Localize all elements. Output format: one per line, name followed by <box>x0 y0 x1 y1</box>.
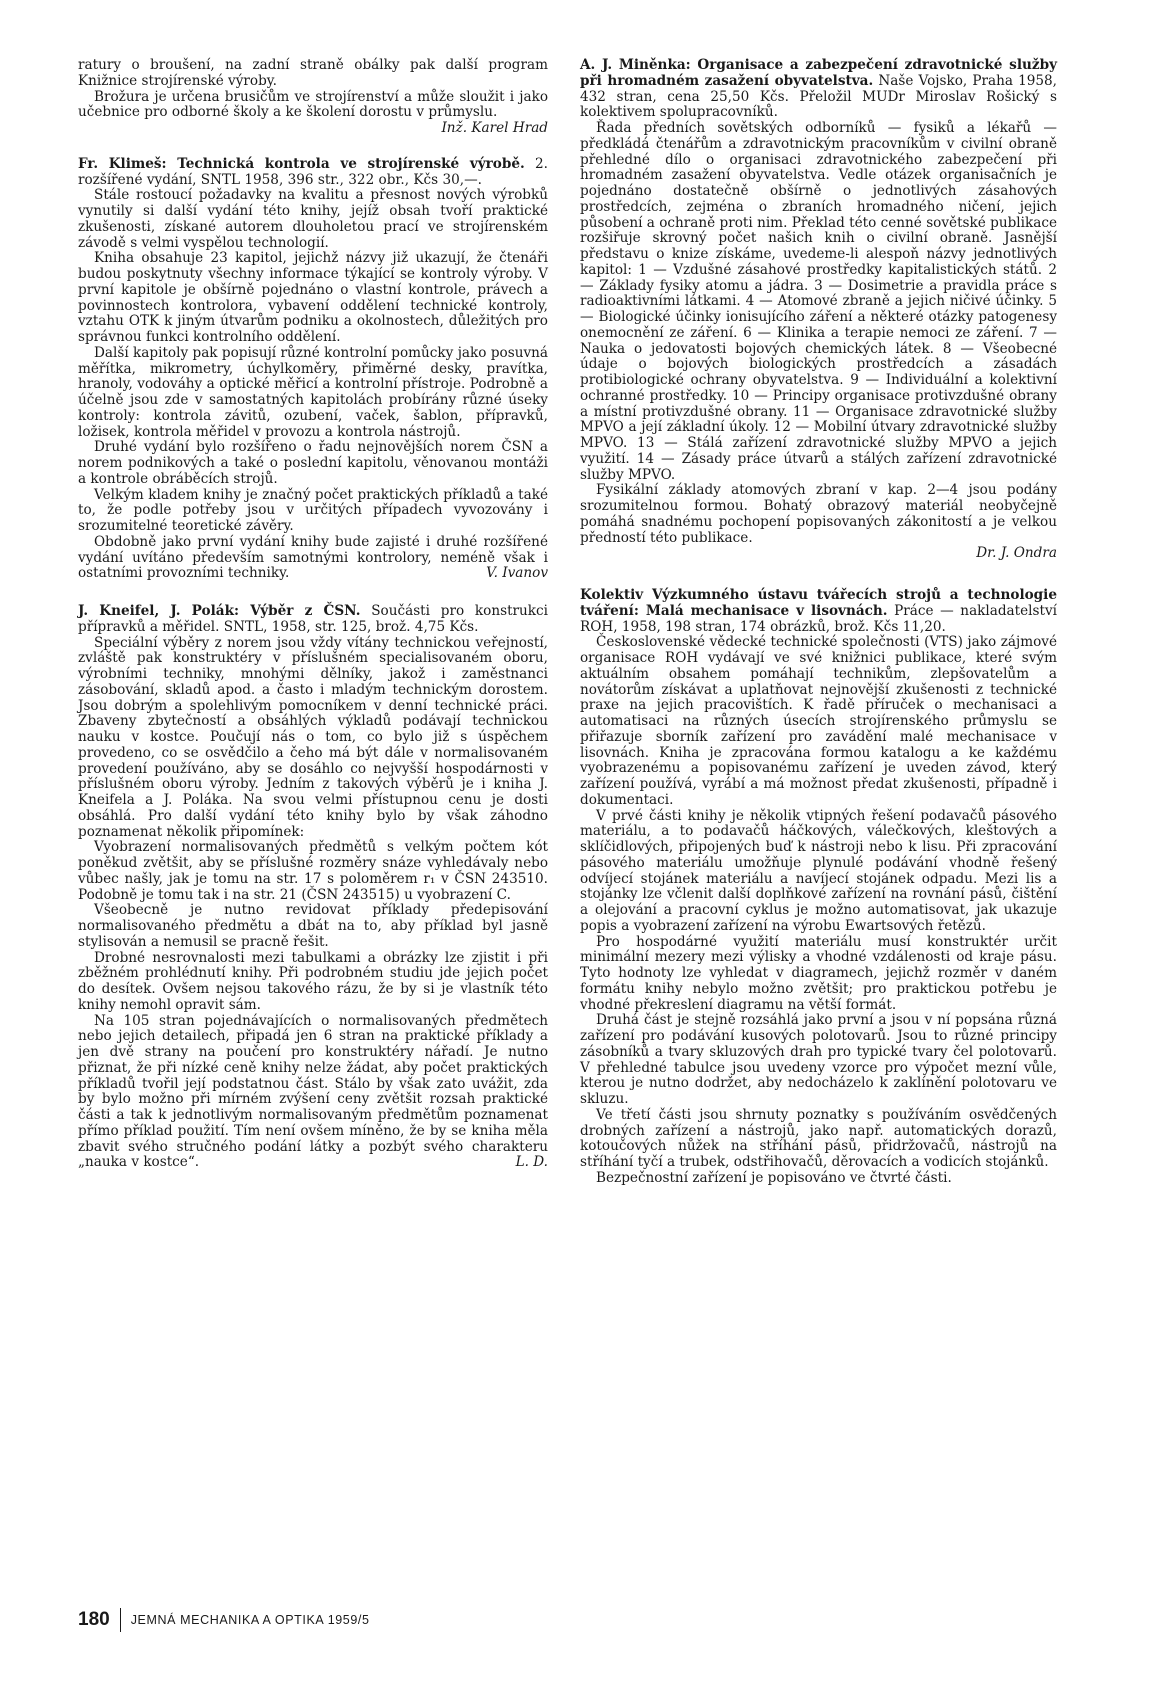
paragraph: Bezpečnostní zařízení je popisováno ve čtvrté části. <box>596 1169 952 1186</box>
paragraph: Všeobecně je nutno revidovat příklady předepisování normalisovaného předmětu a dbát na to, aby příklad byl jasně stylisován a nemusil se pracně řešit. <box>78 902 548 950</box>
paragraph-with-signature <box>78 1014 548 1172</box>
paragraph-text: Na 105 stran pojednávajících o normalisovaných předmětech nebo jejich detailech, připadá jen 6 stran na praktické příklady a jen dvě strany na poučení pro konstruktéry nářadí. Je nutno přiznat, že při nízké ceně knihy nelze žádat, aby počet praktických příkladů tvořil její podstatnou část. Stálo by však zato uvážit, zda by bylo možno při mírném zvýšení ceny zvětšit rozsah praktické části a tak k jednotlivým normalisovaným předmětům poznamenat přímo příklad použití. Tím není ovšem míněno, že by se kniha měla zbavit svého stručného podání látky a pozbýt svého charakteru „nauka v kostce“. <box>78 1012 548 1171</box>
paragraph-with-signature <box>78 535 548 582</box>
bibliographic-info: Práce — nakladatelství ROH, 1958, 198 stran, 174 obrázků, brož. Kčs 11,20. <box>580 602 1057 635</box>
paragraph: Kniha obsahuje 23 kapitol, jejichž názvy již ukazují, že čtenáři budou poskytnuty všechny informace týkající se kontroly výroby. V první kapitole je obšírně pojednáno o vlastní kontrole, právech a povinnostech kontrolora, vybavení oddělení technické kontroly, vztahu OTK k jiným útvarům podniku a okolnostech, důležitých pro správnou funkci kontrolního oddělení. <box>78 250 548 345</box>
review-signature: Dr. J. Ondra <box>976 545 1057 562</box>
paragraph: ratury o broušení, na zadní straně obálky pak další program Knižnice strojírenské výroby. <box>78 57 548 89</box>
page-number: 180 <box>78 1609 110 1630</box>
footer-divider <box>120 1608 121 1632</box>
paragraph-text: Obdobně jako první vydání knihy bude zajisté i druhé rozšířené vydání uvítáno především samotnými kontrolory, neméně však i ostatními provozními techniky. <box>78 533 548 582</box>
right-column <box>580 58 1057 1209</box>
paragraph: Speciální výběry z norem jsou vždy vítány technickou veřejností, zvláště pak konstruktéry v příslušném specialisovaném oboru, výrobními techniky, mnohými dělníky, jakož i zaměstnanci zásobování, skladů apod. a často i mladým technickým dorostem. Jsou dobrým a spolehlivým pomocníkem v denní technické práci. Zbaveny zbytečností a obsáhlých výkladů podávají technickou nauku v kostce. Poučují nás o tom, co bylo již s úspěchem provedeno, co se osvědčilo a čeho má být dále v normalisovaném provedení používáno, aby se dosáhlo co nejvyšší hospodárnosti v příslušném oboru výroby. Jedním z takových výběrů je i kniha J. Kneifela a J. Poláka. Na svou velmi přístupnou cenu je dosti obsáhlá. Pro další vydání této knihy bylo by však záhodno poznamenat několik připomínek: <box>78 634 548 840</box>
review-kneifel <box>78 604 548 1171</box>
review-heading: Kolektiv Výzkumného ústavu tvářecích strojů a technologie tváření: Malá mechanisace v lisovnách. <box>580 587 1057 619</box>
paragraph: Československé vědecké technické společnosti (VTS) jako zájmové organisace ROH vydávají ve své knižnici publikace, které svým aktuálním obsahem pomáhají technikům, zlepšovatelům a novátorům získávat a uplatňovat nejnovější zkušenosti z technické praxe na jejich pracovištích. K řadě příruček o mechanisaci a automatisaci na různých úsecích strojírenského průmyslu se přiřazuje sborník zařízení pro zavádění malé mechanisace v lisovnách. Kniha je zpracována formou katalogu a ke každému vyobrazenému a popisovanému zařízení je uveden závod, který zařízení používá, vyrábí a má možnost předat zkušenosti, případně i dokumentaci. <box>580 634 1057 808</box>
review-signature: Inž. Karel Hrad <box>441 120 548 136</box>
paragraph: V prvé části knihy je několik vtipných řešení podavačů pásového materiálu, a to podavačů háčkových, válečkových, kleštových a sklíčidlových, připojených buď k nástroji nebo k lisu. Při zpracování pásového materiálu umožňuje plynulé podávání vhodně řešený odvíjecí stojánek materiálu a navíjecí stojánek odpadu. Mezi lis a stojánky lze včlenit další doplňkové zařízení na rovnání pásů, čištění a olejování a pracovní cyklus je možno automatisovat, jak ukazuje popis a vyobrazení zařízení na výrobu Ewartsových řetězů. <box>580 807 1057 934</box>
paragraph: Drobné nesrovnalosti mezi tabulkami a obrázky lze zjistit i při zběžném prohlédnutí knihy. Při podrobném studiu jde jejich počet do desítek. Ovšem nejsou takového rázu, že by si je vlastník této knihy nemohl opravit sám. <box>78 949 548 1013</box>
review-kolektiv <box>580 588 1057 1187</box>
journal-name: JEMNÁ MECHANIKA A OPTIKA 1959/5 <box>130 1613 370 1627</box>
paragraph: Brožura je určena brusičům ve strojírenství a může sloužit i jako učebnice pro odborné školy a ke školení dorostu v průmyslu. <box>78 88 548 121</box>
review-intro <box>580 588 1057 635</box>
review-continuation <box>78 58 548 137</box>
review-intro <box>78 157 548 189</box>
review-signature: V. Ivanov <box>486 565 548 582</box>
paragraph: Řada předních sovětských odborníků — fysiků a lékařů — předkládá čtenářům a zdravotnickým pracovníkům v civilní obraně přehledné dílo o organisaci zdravotnického zabezpečení při hromadném zasažení obyvatelstva. Vedle otázek organisačních je pojednáno dostatečně obšírně o jednotlivých zásahových prostředcích, zejména o zbraních hromadného ničení, jejich působení a ochraně proti nim. Překlad této cenné sovětské publikace rozšiřuje skrovný počet našich knih o civilní obraně. Jasnější představu o knize získáme, uvedeme-li alespoň názvy jednotlivých kapitol: 1 — Vzdušné zásahové prostředky kapitalistických států. 2 — Základy fysiky atomu a jádra. 3 — Dosimetrie a pravidla práce s radioaktivními látkami. 4 — Atomové zbraně a jejich ničivé účinky. 5 — Biologické účinky ionisujícího záření a některé otázky patogenesy onemocnění ze záření. 6 — Klinika a terapie nemoci ze záření. 7 — Nauka o jedovatosti bojových chemických látek. 8 — Všeobecné údaje o bojových biologických prostředcích a zásadách protibiologické ochrany obyvatelstva. 9 — Individuální a kolektivní ochranné prostředky. 10 — Principy organisace protivzdušné obrany a místní protivzdušné obrany. 11 — Organisace zdravotnické služby MPVO a její základní úkoly. 12 — Mobilní útvary zdravotnické služby MPVO. 13 — Stálá zařízení zdravotnické služby MPVO a jejich využití. 14 — Zásady práce útvarů a stálých zařízení zdravotnické služby MPVO. <box>580 120 1057 483</box>
left-column <box>78 58 548 1193</box>
paragraph: Stále rostoucí požadavky na kvalitu a přesnost nových výrobků vynutily si další vydání této knihy, jejíž obsah tvoří praktické zkušenosti, získané autorem dlouholetou prací ve strojírenském závodě s velmi vyspělou technologií. <box>78 187 548 251</box>
review-heading: Fr. Klimeš: Technická kontrola ve strojírenské výrobě. <box>78 155 525 172</box>
paragraph: Fysikální základy atomových zbraní v kap. 2—4 jsou podány srozumitelnou formou. Bohatý obrazový materiál neobyčejně pomáhá snadnému pochopení popisovaných zákonitostí a je velkou předností této publikace. <box>580 482 1057 546</box>
paragraph: Druhá část je stejně rozsáhlá jako první a jsou v ní popsána různá zařízení pro podávání kusových polotovarů. Jsou to různé principy zásobníků a tvary skluzových drah pro typické tvary čel polotovarů. V přehledné tabulce jsou uvedeny vzorce pro výpočet mezní vůle, kterou je nutno dodržet, aby nedocházelo k zaklínění polotovaru ve skluzu. <box>580 1012 1057 1107</box>
review-klimes <box>78 157 548 582</box>
paragraph: Vyobrazení normalisovaných předmětů s velkým počtem kót poněkud zvětšit, aby se příslušné rozměry snáze vyhledávaly nebo vůbec našly, jak je tomu na str. 17 s poloměrem r₁ v ČSN 243510. Podobně je tomu tak i na str. 21 (ČSN 243515) u vyobrazení C. <box>78 839 548 903</box>
review-intro <box>78 604 548 636</box>
paragraph: Druhé vydání bylo rozšířeno o řadu nejnovějších norem ČSN a norem podnikových a také o poslední kapitolu, věnovanou montáži a kontrole obráběcích strojů. <box>78 439 548 487</box>
bibliographic-info: Součásti pro konstrukci přípravků a měřidel. SNTL, 1958, str. 125, brož. 4,75 Kčs. <box>78 603 548 635</box>
review-heading: A. J. Miněnka: Organisace a zabezpečení zdravotnické služby při hromadném zasažení obyvatelstva. <box>580 57 1057 89</box>
paragraph: Další kapitoly pak popisují různé kontrolní pomůcky jako posuvná měřítka, mikrometry, úchylkoměry, přiměrné desky, pravítka, hranoly, vodováhy a optické měřicí a kontrolní přístroje. Podrobně a účelně jsou zde v samostatných kapitolách probírány různé úseky kontroly: kontrola závitů, ozubení, vaček, šablon, přípravků, ložisek, kontrola měřidel v provozu a kontrola nástrojů. <box>78 344 548 440</box>
review-heading: J. Kneifel, J. Polák: Výběr z ČSN. <box>78 603 361 619</box>
review-intro <box>580 58 1057 121</box>
paragraph: Ve třetí části jsou shrnuty poznatky s používáním osvědčených drobných zařízení a nástrojů, jako např. automatických dorazů, kotoučových nůžek na stříhání pásů, přidržovačů, nástrojů na stříhání tyčí a trubek, odstřihovačů, děrovacích a vodicích stojánků. <box>580 1106 1057 1170</box>
review-minenka <box>580 58 1057 562</box>
bibliographic-info: Naše Vojsko, Praha 1958, 432 stran, cena 25,50 Kčs. Přeložil MUDr Miroslav Rošický s kolektivem spolupracovníků. <box>580 72 1057 121</box>
bibliographic-info: 2. rozšířené vydání, SNTL 1958, 396 str., 322 obr., Kčs 30,—. <box>78 155 548 188</box>
paragraph: Velkým kladem knihy je značný počet praktických příkladů a také to, že podle potřeby jsou v určitých případech vyvozovány i srozumitelné teoretické závěry. <box>78 486 548 534</box>
page-footer <box>78 1608 370 1632</box>
paragraph: Pro hospodárné využití materiálu musí konstruktér určit minimální mezery mezi výlisky a vhodné vzdálenosti od kraje pásu. Tyto hodnoty lze vyhledat v diagramech, jejichž rozměr v daném formátu knihy nebylo možno zvětšit; pro praktickou potřebu je vhodné překreslení diagramu na větší formát. <box>580 933 1057 1013</box>
review-signature: L. D. <box>515 1154 548 1171</box>
